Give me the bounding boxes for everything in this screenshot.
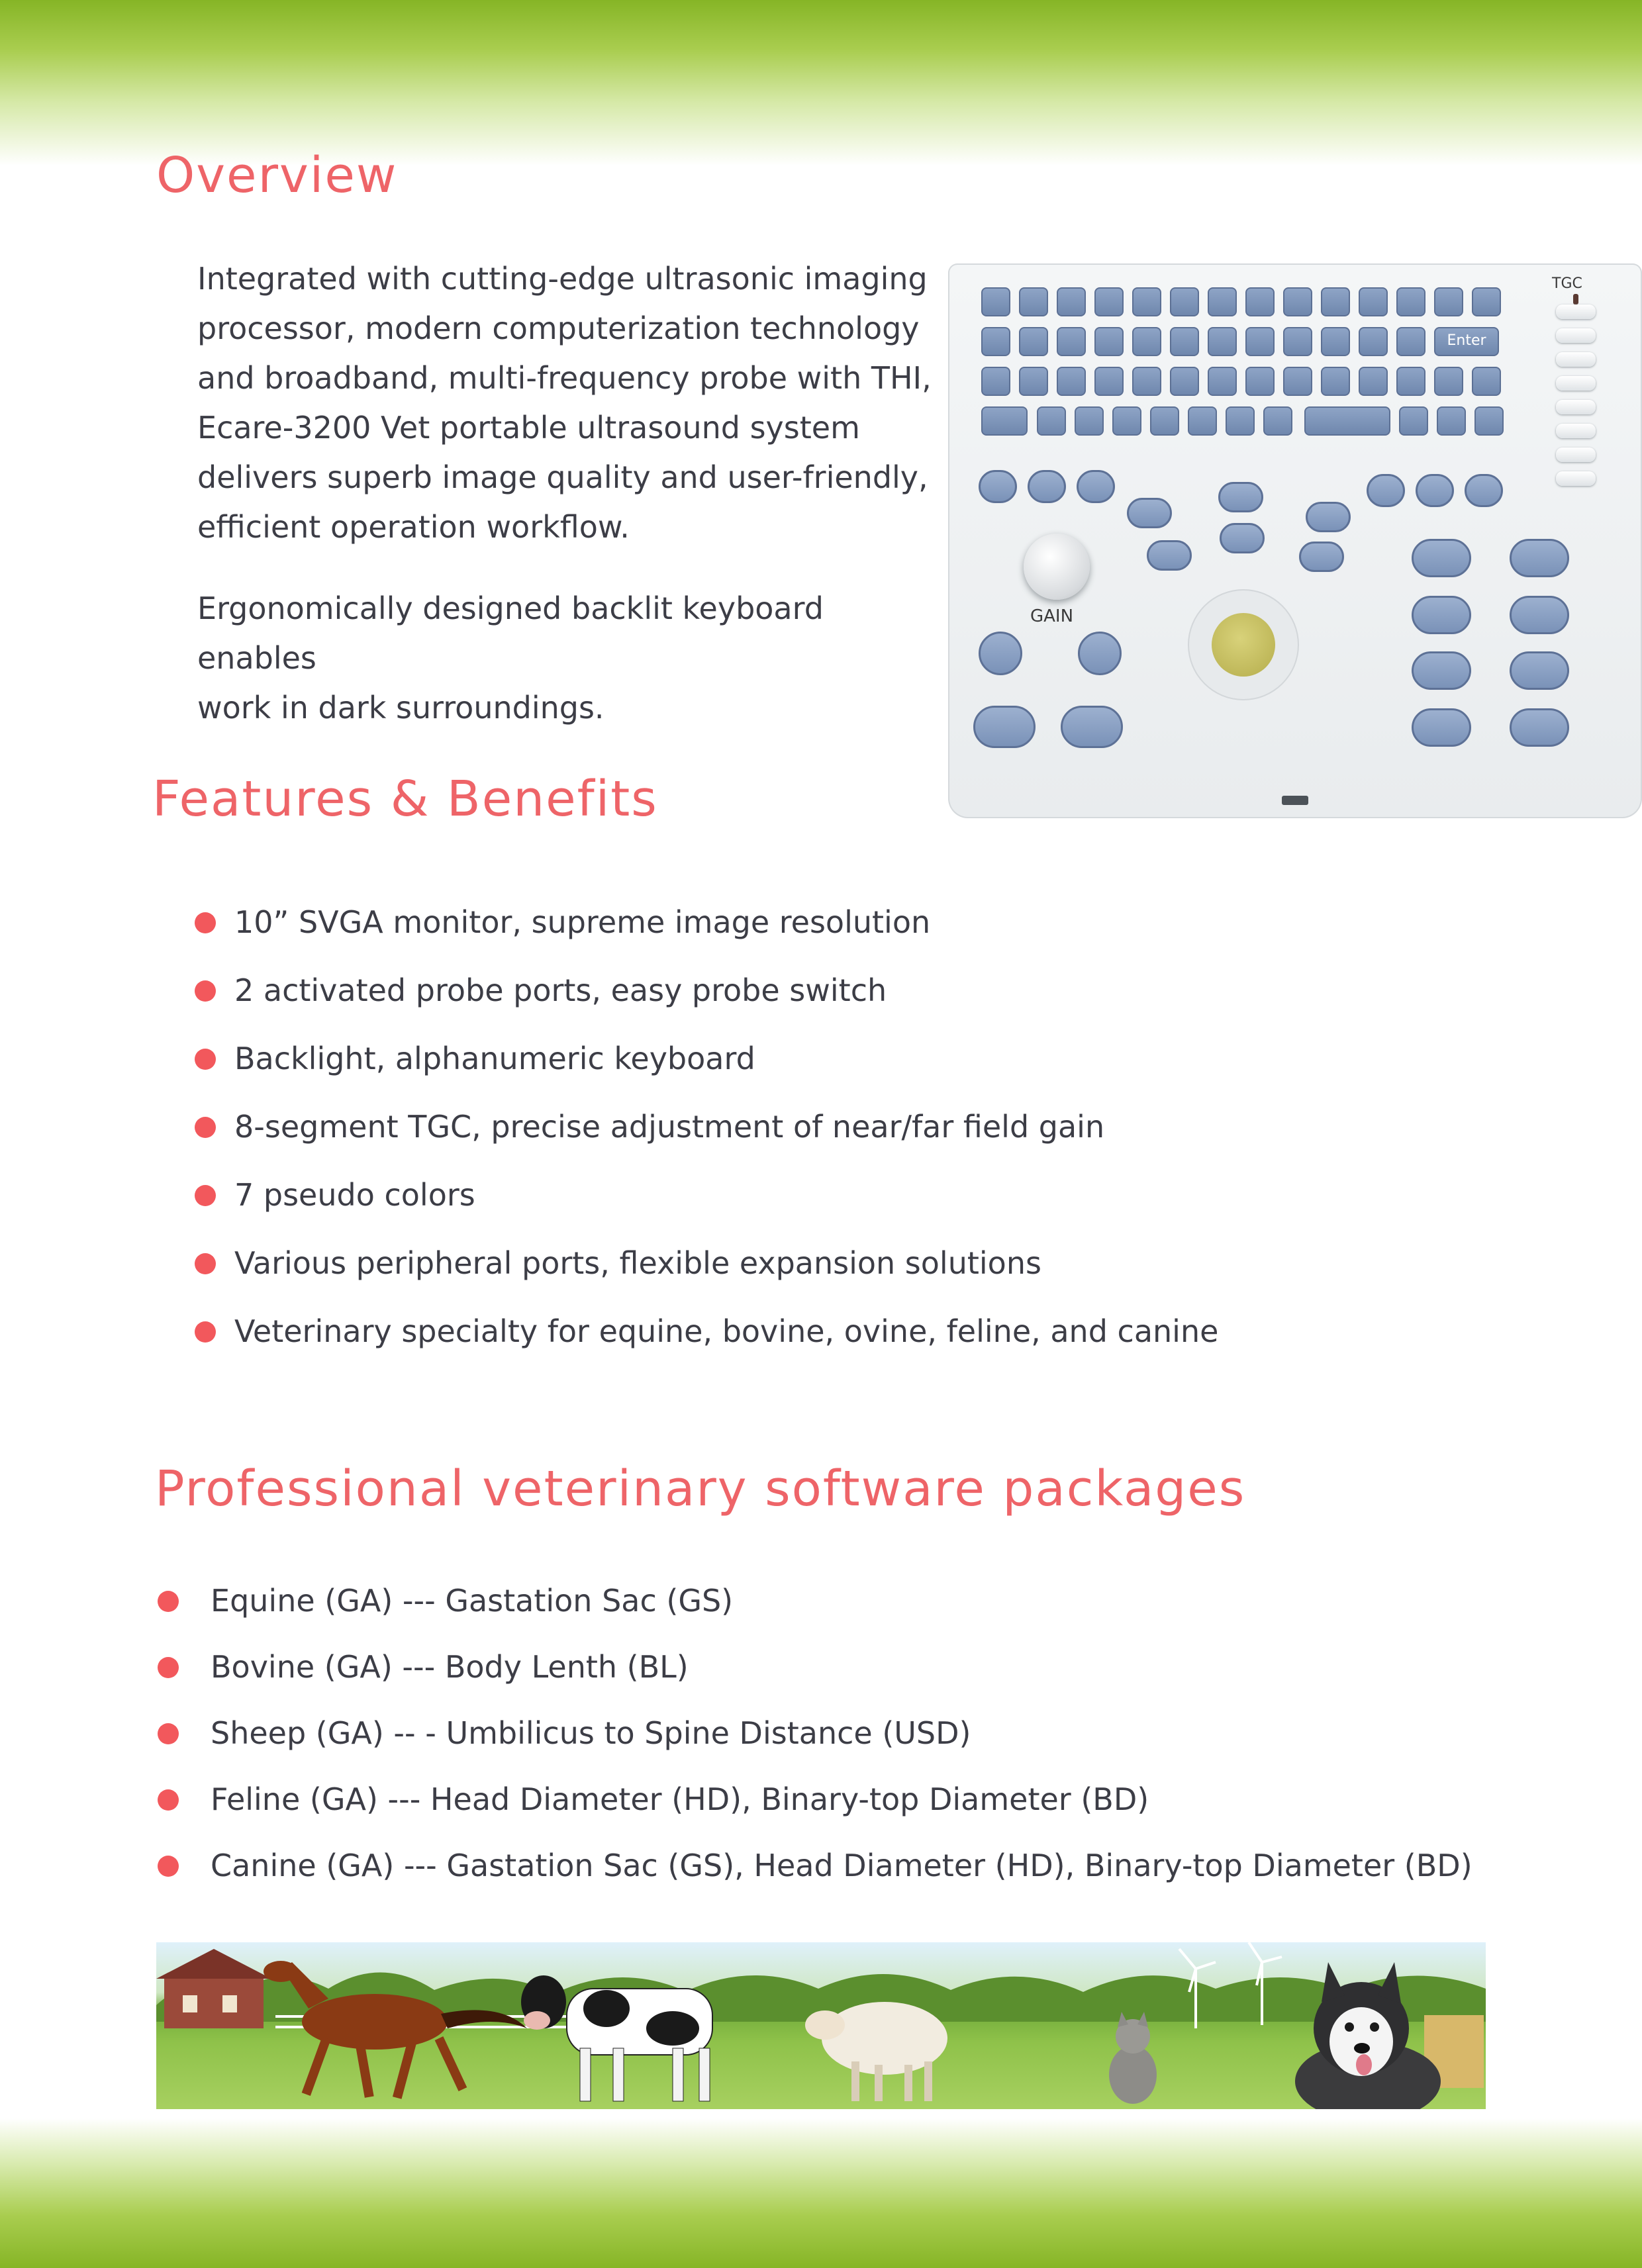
key (1132, 367, 1161, 396)
bm-mode-button (1510, 596, 1569, 634)
zoom-button (1028, 470, 1066, 503)
bb-mode-button (1510, 539, 1569, 577)
space-key (1304, 406, 1390, 436)
bullet-dot (158, 1723, 179, 1744)
esc-button (1127, 498, 1172, 528)
key (1245, 327, 1275, 356)
key (1208, 367, 1237, 396)
list-item-text: 7 pseudo colors (234, 1177, 475, 1213)
key (1188, 406, 1217, 436)
key (1321, 327, 1350, 356)
key (1472, 287, 1501, 316)
key (1321, 287, 1350, 316)
change-button (1147, 540, 1192, 571)
list-item-text: Equine (GA) --- Gastation Sac (GS) (211, 1583, 734, 1619)
key (1437, 406, 1466, 436)
key (1037, 406, 1066, 436)
list-item (195, 957, 1218, 1025)
set-button (1299, 542, 1344, 572)
key (1094, 287, 1124, 316)
key (1019, 287, 1048, 316)
overview-line: Ergonomically designed backlit keyboard enables (197, 591, 824, 676)
bullet-dot (195, 1117, 216, 1138)
overview-line: processor, modern computerization technology (197, 310, 920, 346)
key (1132, 327, 1161, 356)
list-item (158, 1568, 1473, 1634)
tgc-knob (1556, 328, 1596, 343)
bullet-dot (158, 1856, 179, 1877)
list-item-text: Bovine (GA) --- Body Lenth (BL) (211, 1649, 689, 1685)
tgc-knob (1556, 448, 1596, 462)
application-button (973, 706, 1036, 748)
tgc-knob (1556, 352, 1596, 367)
key (1283, 367, 1312, 396)
list-item-text: Veterinary specialty for equine, bovine, ovine, feline, and canine (234, 1313, 1219, 1349)
keyboard-image (948, 263, 1642, 818)
features-list (195, 888, 1218, 1366)
list-item (195, 1093, 1218, 1161)
key (1226, 406, 1255, 436)
animals-illustration (156, 1942, 1486, 2109)
bullet-dot (195, 980, 216, 1002)
overview-paragraph-2 (197, 584, 939, 733)
trackball (1212, 613, 1275, 677)
list-item (158, 1700, 1473, 1766)
key (1112, 406, 1141, 436)
shift-key (981, 406, 1028, 436)
tgc-knob (1556, 424, 1596, 438)
key (1019, 327, 1048, 356)
cow (521, 1975, 712, 2101)
bottom-green-band (0, 2118, 1642, 2268)
software-heading: Professional veterinary software packages (155, 1460, 1246, 1517)
animals-banner (156, 1942, 1486, 2109)
features-heading: Features & Benefits (152, 771, 658, 827)
bullet-dot (158, 1591, 179, 1612)
image-view-button (1510, 651, 1569, 690)
key (1434, 367, 1463, 396)
key (1170, 327, 1199, 356)
gain-knob (1024, 534, 1090, 600)
body-mark-button (1061, 706, 1123, 748)
bullet-dot (195, 912, 216, 933)
key (981, 327, 1010, 356)
top-green-band (0, 0, 1642, 165)
tgc-knob (1556, 471, 1596, 486)
bullet-dot (158, 1789, 179, 1811)
list-item (158, 1766, 1473, 1832)
list-item (158, 1832, 1473, 1899)
freq-button (1416, 474, 1454, 507)
list-item-text: Canine (GA) --- Gastation Sac (GS), Head Diameter (HD), Binary-top Diameter (BD) (211, 1848, 1473, 1883)
key (981, 287, 1010, 316)
key (1170, 287, 1199, 316)
overview-heading: Overview (156, 147, 398, 204)
tgc-sliders (1539, 294, 1613, 493)
software-list (158, 1568, 1473, 1899)
enter-key: Enter (1434, 327, 1499, 356)
key (1474, 406, 1504, 436)
key (1075, 406, 1104, 436)
list-item-text: Various peripheral ports, flexible expansion solutions (234, 1245, 1041, 1281)
key (1396, 367, 1425, 396)
clear-button (1306, 502, 1351, 532)
key (1321, 367, 1350, 396)
key (1396, 327, 1425, 356)
list-item-text: 10” SVGA monitor, supreme image resolution (234, 904, 931, 940)
list-item-text: Feline (GA) --- Head Diameter (HD), Binary-top Diameter (BD) (211, 1781, 1149, 1817)
tgc-knob (1556, 376, 1596, 391)
overview-line: efficient operation workflow. (197, 509, 630, 545)
list-item-text: 2 activated probe ports, easy probe switch (234, 972, 887, 1008)
tgc-knob (1556, 400, 1596, 414)
key (1208, 287, 1237, 316)
barn (156, 1949, 271, 2028)
report-button (1510, 708, 1569, 747)
list-item (158, 1634, 1473, 1700)
list-item (195, 1298, 1218, 1366)
key (1057, 327, 1086, 356)
overview-line: Ecare-3200 Vet portable ultrasound system (197, 410, 860, 446)
tgc-track (1573, 294, 1578, 305)
key (1283, 327, 1312, 356)
key (1472, 367, 1501, 396)
key (1359, 367, 1388, 396)
key (1150, 406, 1179, 436)
list-item (195, 1161, 1218, 1229)
key (1170, 367, 1199, 396)
bullet-dot (195, 1185, 216, 1206)
key (1132, 287, 1161, 316)
list-item-text: Sheep (GA) -- - Umbilicus to Spine Distance (USD) (211, 1715, 971, 1751)
key (1434, 287, 1463, 316)
key (1057, 367, 1086, 396)
image-save-button (1412, 651, 1471, 690)
overview-paragraph-1 (197, 254, 939, 552)
list-item (195, 1025, 1218, 1093)
list-item-text: 8-segment TGC, precise adjustment of near/far field gain (234, 1109, 1105, 1145)
list-item (195, 888, 1218, 957)
key (1019, 367, 1048, 396)
key (1359, 327, 1388, 356)
depth-button (979, 470, 1017, 503)
key (1245, 367, 1275, 396)
dr-button (1465, 474, 1503, 507)
key (1057, 287, 1086, 316)
overview-line: and broadband, multi-frequency probe with THI, (197, 360, 932, 396)
gain-label: GAIN (1030, 606, 1074, 626)
key (1396, 287, 1425, 316)
port-slot (1282, 796, 1308, 805)
key (1208, 327, 1237, 356)
key (1245, 287, 1275, 316)
cat (1109, 2012, 1157, 2104)
bullet-dot (158, 1657, 179, 1678)
freeze-button (1412, 708, 1471, 747)
overview-line: Integrated with cutting-edge ultrasonic imaging (197, 261, 928, 297)
tgc-label: TGC (1552, 275, 1582, 292)
focus-button (1367, 474, 1405, 507)
power-button (1078, 632, 1122, 675)
key (981, 367, 1010, 396)
pip-button (1077, 470, 1115, 503)
meas-button (1218, 482, 1263, 512)
tgc-knob (1556, 305, 1596, 319)
list-item-text: Backlight, alphanumeric keyboard (234, 1041, 755, 1076)
key (1399, 406, 1428, 436)
key (1094, 327, 1124, 356)
key (1094, 367, 1124, 396)
4b-mode-button (1412, 596, 1471, 634)
menu-button (1220, 523, 1265, 553)
list-item (195, 1229, 1218, 1298)
bullet-dot (195, 1049, 216, 1070)
overview-line: work in dark surroundings. (197, 690, 604, 726)
key (1359, 287, 1388, 316)
key (1283, 287, 1312, 316)
probe-button (979, 632, 1022, 675)
key (1263, 406, 1292, 436)
overview-line: delivers superb image quality and user-friendly, (197, 459, 928, 495)
bullet-dot (195, 1321, 216, 1343)
b-mode-button (1412, 539, 1471, 577)
bullet-dot (195, 1253, 216, 1274)
sheep (805, 2002, 947, 2101)
